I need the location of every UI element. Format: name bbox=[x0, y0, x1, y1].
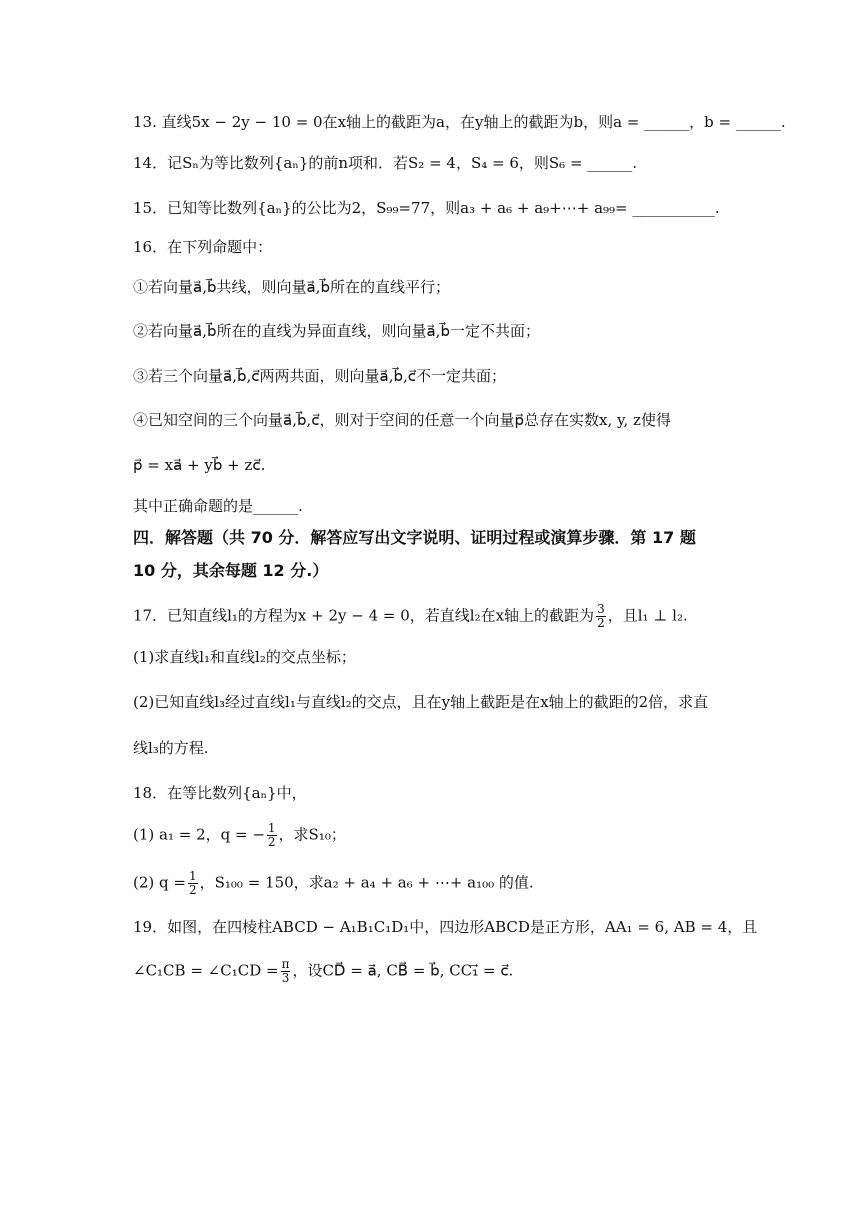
fraction-numerator: 1 bbox=[267, 821, 276, 835]
problem-18-q2 bbox=[133, 870, 534, 897]
problem-17-intro-tail: ，且l₁ ⊥ l₂. bbox=[607, 606, 688, 625]
problem-16-statement-4: ④已知空间的三个向量a⃗,b⃗,c⃗，则对于空间的任意一个向量p⃗总存在实数x, y, z使得 bbox=[133, 411, 671, 429]
section-4-heading-line1: 四．解答题（共 70 分．解答应写出文字说明、证明过程或演算步骤．第 17 题 bbox=[133, 528, 696, 547]
problem-16-statement-3: ③若三个向量a⃗,b⃗,c⃗两两共面，则向量a⃗,b⃗,c⃗不一定共面； bbox=[133, 367, 506, 385]
problem-18-intro: 18．在等比数列{aₙ}中， bbox=[133, 784, 307, 802]
fraction-numerator: π bbox=[281, 957, 290, 971]
problem-16-statement-2: ②若向量a⃗,b⃗所在的直线为异面直线，则向量a⃗,b⃗一定不共面； bbox=[133, 322, 540, 340]
problem-17-intro-text: 17．已知直线l₁的方程为x + 2y − 4 = 0，若直线l₂在x轴上的截距为 bbox=[133, 606, 595, 625]
problem-17-q2-line1: (2)已知直线l₃经过直线l₁与直线l₂的交点，且在y轴上截距是在x轴上的截距的2倍，求直 bbox=[133, 693, 709, 711]
problem-17-q2-line2: 线l₃的方程. bbox=[133, 739, 209, 757]
problem-13: 13. 直线5x − 2y − 10 = 0在x轴上的截距为a，在y轴上的截距为b，则a = ______，b = ______. bbox=[133, 113, 786, 131]
problem-19-line2 bbox=[133, 958, 513, 985]
fraction-denominator: 3 bbox=[281, 971, 290, 985]
problem-18-q2-text: (2) q = bbox=[133, 873, 186, 892]
problem-16-formula: p⃗ = xa⃗ + yb⃗ + zc⃗. bbox=[133, 456, 266, 474]
problem-19-angle-text: ∠C₁CB = ∠C₁CD = bbox=[133, 961, 279, 980]
fraction-denominator: 2 bbox=[597, 616, 605, 630]
problem-18-q1-text: (1) a₁ = 2，q = − bbox=[133, 825, 265, 844]
problem-17-q1: (1)求直线l₁和直线l₂的交点坐标； bbox=[133, 648, 356, 666]
problem-19-vector-defs: ，设CD⃗ = a⃗, CB⃗ = b⃗, CC₁⃗ = c⃗. bbox=[292, 961, 514, 980]
fraction-denominator: 2 bbox=[188, 883, 197, 897]
fraction-pi-thirds bbox=[281, 958, 291, 985]
section-4-heading-line2: 10 分，其余每题 12 分.） bbox=[133, 561, 329, 580]
fraction-three-halves bbox=[596, 603, 606, 630]
problem-16-intro: 16．在下列命题中： bbox=[133, 238, 273, 256]
fraction-denominator: 2 bbox=[267, 835, 276, 849]
fraction-numerator: 1 bbox=[188, 869, 197, 883]
fraction-one-half bbox=[267, 822, 277, 849]
problem-19-line1: 19．如图，在四棱柱ABCD − A₁B₁C₁D₁中，四边形ABCD是正方形，AA₁ = 6, AB = 4，且 bbox=[133, 918, 758, 936]
problem-16-answer: 其中正确命题的是______. bbox=[133, 497, 303, 515]
problem-18-q2-tail: ，S₁₀₀ = 150，求a₂ + a₄ + a₆ + ⋯+ a₁₀₀ 的值. bbox=[199, 873, 534, 892]
problem-14: 14．记Sₙ为等比数列{aₙ}的前n项和．若S₂ = 4，S₄ = 6，则S₆ = ______. bbox=[133, 154, 638, 172]
problem-18-q1-tail: ，求S₁₀； bbox=[278, 825, 346, 844]
problem-15: 15．已知等比数列{aₙ}的公比为2，S₉₉=77，则a₃ + a₆ + a₉+⋯+ a₉₉= ___________. bbox=[133, 199, 720, 217]
fraction-one-half bbox=[188, 870, 198, 897]
problem-16-statement-1: ①若向量a⃗,b⃗共线，则向量a⃗,b⃗所在的直线平行； bbox=[133, 278, 450, 296]
problem-18-q1 bbox=[133, 822, 346, 849]
fraction-numerator: 3 bbox=[597, 602, 605, 616]
problem-17-intro bbox=[133, 603, 688, 630]
